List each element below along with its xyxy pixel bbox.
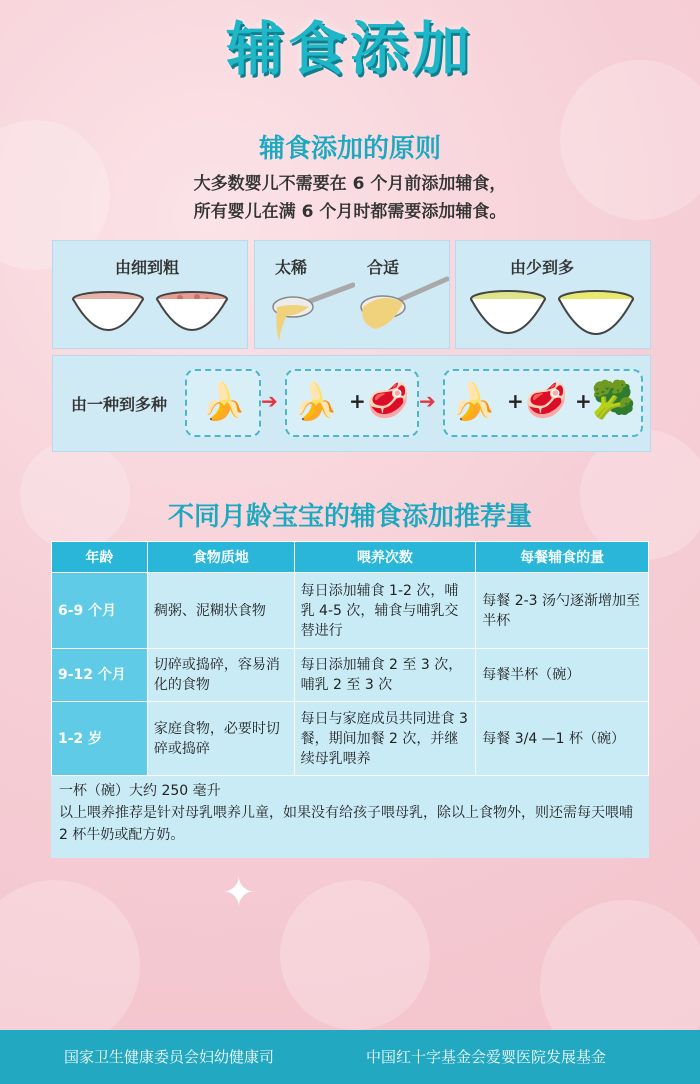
panel-less-to-more-label: 由少到多 <box>510 258 575 277</box>
age-cell: 1-2 岁 <box>52 702 148 776</box>
bowl-less-icon <box>468 289 548 339</box>
plus-icon: + <box>507 389 524 413</box>
plus-icon: + <box>349 389 366 413</box>
label-too-thin: 太稀 <box>275 258 308 277</box>
decor-bubble <box>280 880 430 1030</box>
stage-two-box <box>285 369 419 437</box>
table-row <box>52 649 649 702</box>
sparkle-icon: ✦ <box>222 870 256 916</box>
banana-icon: 🍌 <box>293 382 338 423</box>
spoon-thin-icon <box>265 277 355 345</box>
recommend-heading: 不同月龄宝宝的辅食添加推荐量 <box>167 502 532 532</box>
panel-fine-to-coarse <box>52 240 248 349</box>
amount-cell: 每餐 2-3 汤勺逐渐增加至半杯 <box>476 573 649 649</box>
recommendation-table <box>51 541 649 776</box>
banana-icon: 🍌 <box>451 382 496 423</box>
page-title: 辅食添加 <box>225 15 474 83</box>
panel-consistency <box>254 240 450 349</box>
table-note <box>51 776 649 858</box>
stage-one-box <box>185 369 261 437</box>
bowl-fine-icon <box>71 291 145 337</box>
feeds-cell: 每日添加辅食 1-2 次，哺乳 4-5 次，辅食与哺乳交替进行 <box>294 573 476 649</box>
bowl-coarse-icon <box>155 291 229 337</box>
meat-icon: 🥩 <box>367 381 410 421</box>
age-cell: 9-12 个月 <box>52 649 148 702</box>
header-feeds: 喂养次数 <box>294 542 476 573</box>
table-header-row <box>52 542 649 573</box>
spoon-suitable-icon <box>353 273 449 339</box>
panel-one-to-many <box>52 355 651 452</box>
footer-right-org: 中国红十字基金会爱婴医院发展基金 <box>366 1048 607 1066</box>
footer-left-org: 国家卫生健康委员会妇幼健康司 <box>64 1048 275 1066</box>
principles-intro-line2: 所有婴儿在满 6 个月时都需要添加辅食。 <box>193 202 507 222</box>
meat-icon: 🥩 <box>525 381 568 421</box>
texture-cell: 家庭食物，必要时切碎或捣碎 <box>147 702 294 776</box>
table-row <box>52 573 649 649</box>
plus-icon: + <box>575 389 592 413</box>
panel-one-to-many-label: 由一种到多种 <box>71 395 168 414</box>
table-row <box>52 702 649 776</box>
age-cell: 6-9 个月 <box>52 573 148 649</box>
stage-three-box <box>443 369 643 437</box>
arrow-icon: ➔ <box>419 389 436 413</box>
banana-icon: 🍌 <box>201 382 246 423</box>
texture-cell: 切碎或捣碎，容易消化的食物 <box>147 649 294 702</box>
label-suitable: 合适 <box>367 258 400 277</box>
header-amount: 每餐辅食的量 <box>476 542 649 573</box>
texture-cell: 稠粥、泥糊状食物 <box>147 573 294 649</box>
arrow-icon: ➔ <box>261 389 278 413</box>
decor-bubble <box>0 880 140 1050</box>
decor-bubble <box>20 440 130 550</box>
header-texture: 食物质地 <box>147 542 294 573</box>
panel-fine-to-coarse-label: 由细到粗 <box>115 258 180 277</box>
broccoli-icon: 🥦 <box>591 380 636 421</box>
bowl-more-icon <box>556 289 636 341</box>
note-formula: 以上喂养推荐是针对母乳喂养儿童，如果没有给孩子喂母乳，除以上食物外，则还需每天喂哺 2 杯牛奶或配方奶。 <box>59 805 633 843</box>
feeds-cell: 每日与家庭成员共同进食 3 餐，期间加餐 2 次，并继续母乳喂养 <box>294 702 476 776</box>
panel-less-to-more <box>455 240 651 349</box>
amount-cell: 每餐 3/4 —1 杯（碗） <box>476 702 649 776</box>
header-age: 年龄 <box>52 542 148 573</box>
principles-heading: 辅食添加的原则 <box>258 134 441 164</box>
feeds-cell: 每日添加辅食 2 至 3 次，哺乳 2 至 3 次 <box>294 649 476 702</box>
footer <box>0 1030 700 1084</box>
principles-intro-line1: 大多数婴儿不需要在 6 个月前添加辅食， <box>193 174 507 194</box>
amount-cell: 每餐半杯（碗） <box>476 649 649 702</box>
note-cup-volume: 一杯（碗）大约 250 毫升 <box>59 783 221 799</box>
